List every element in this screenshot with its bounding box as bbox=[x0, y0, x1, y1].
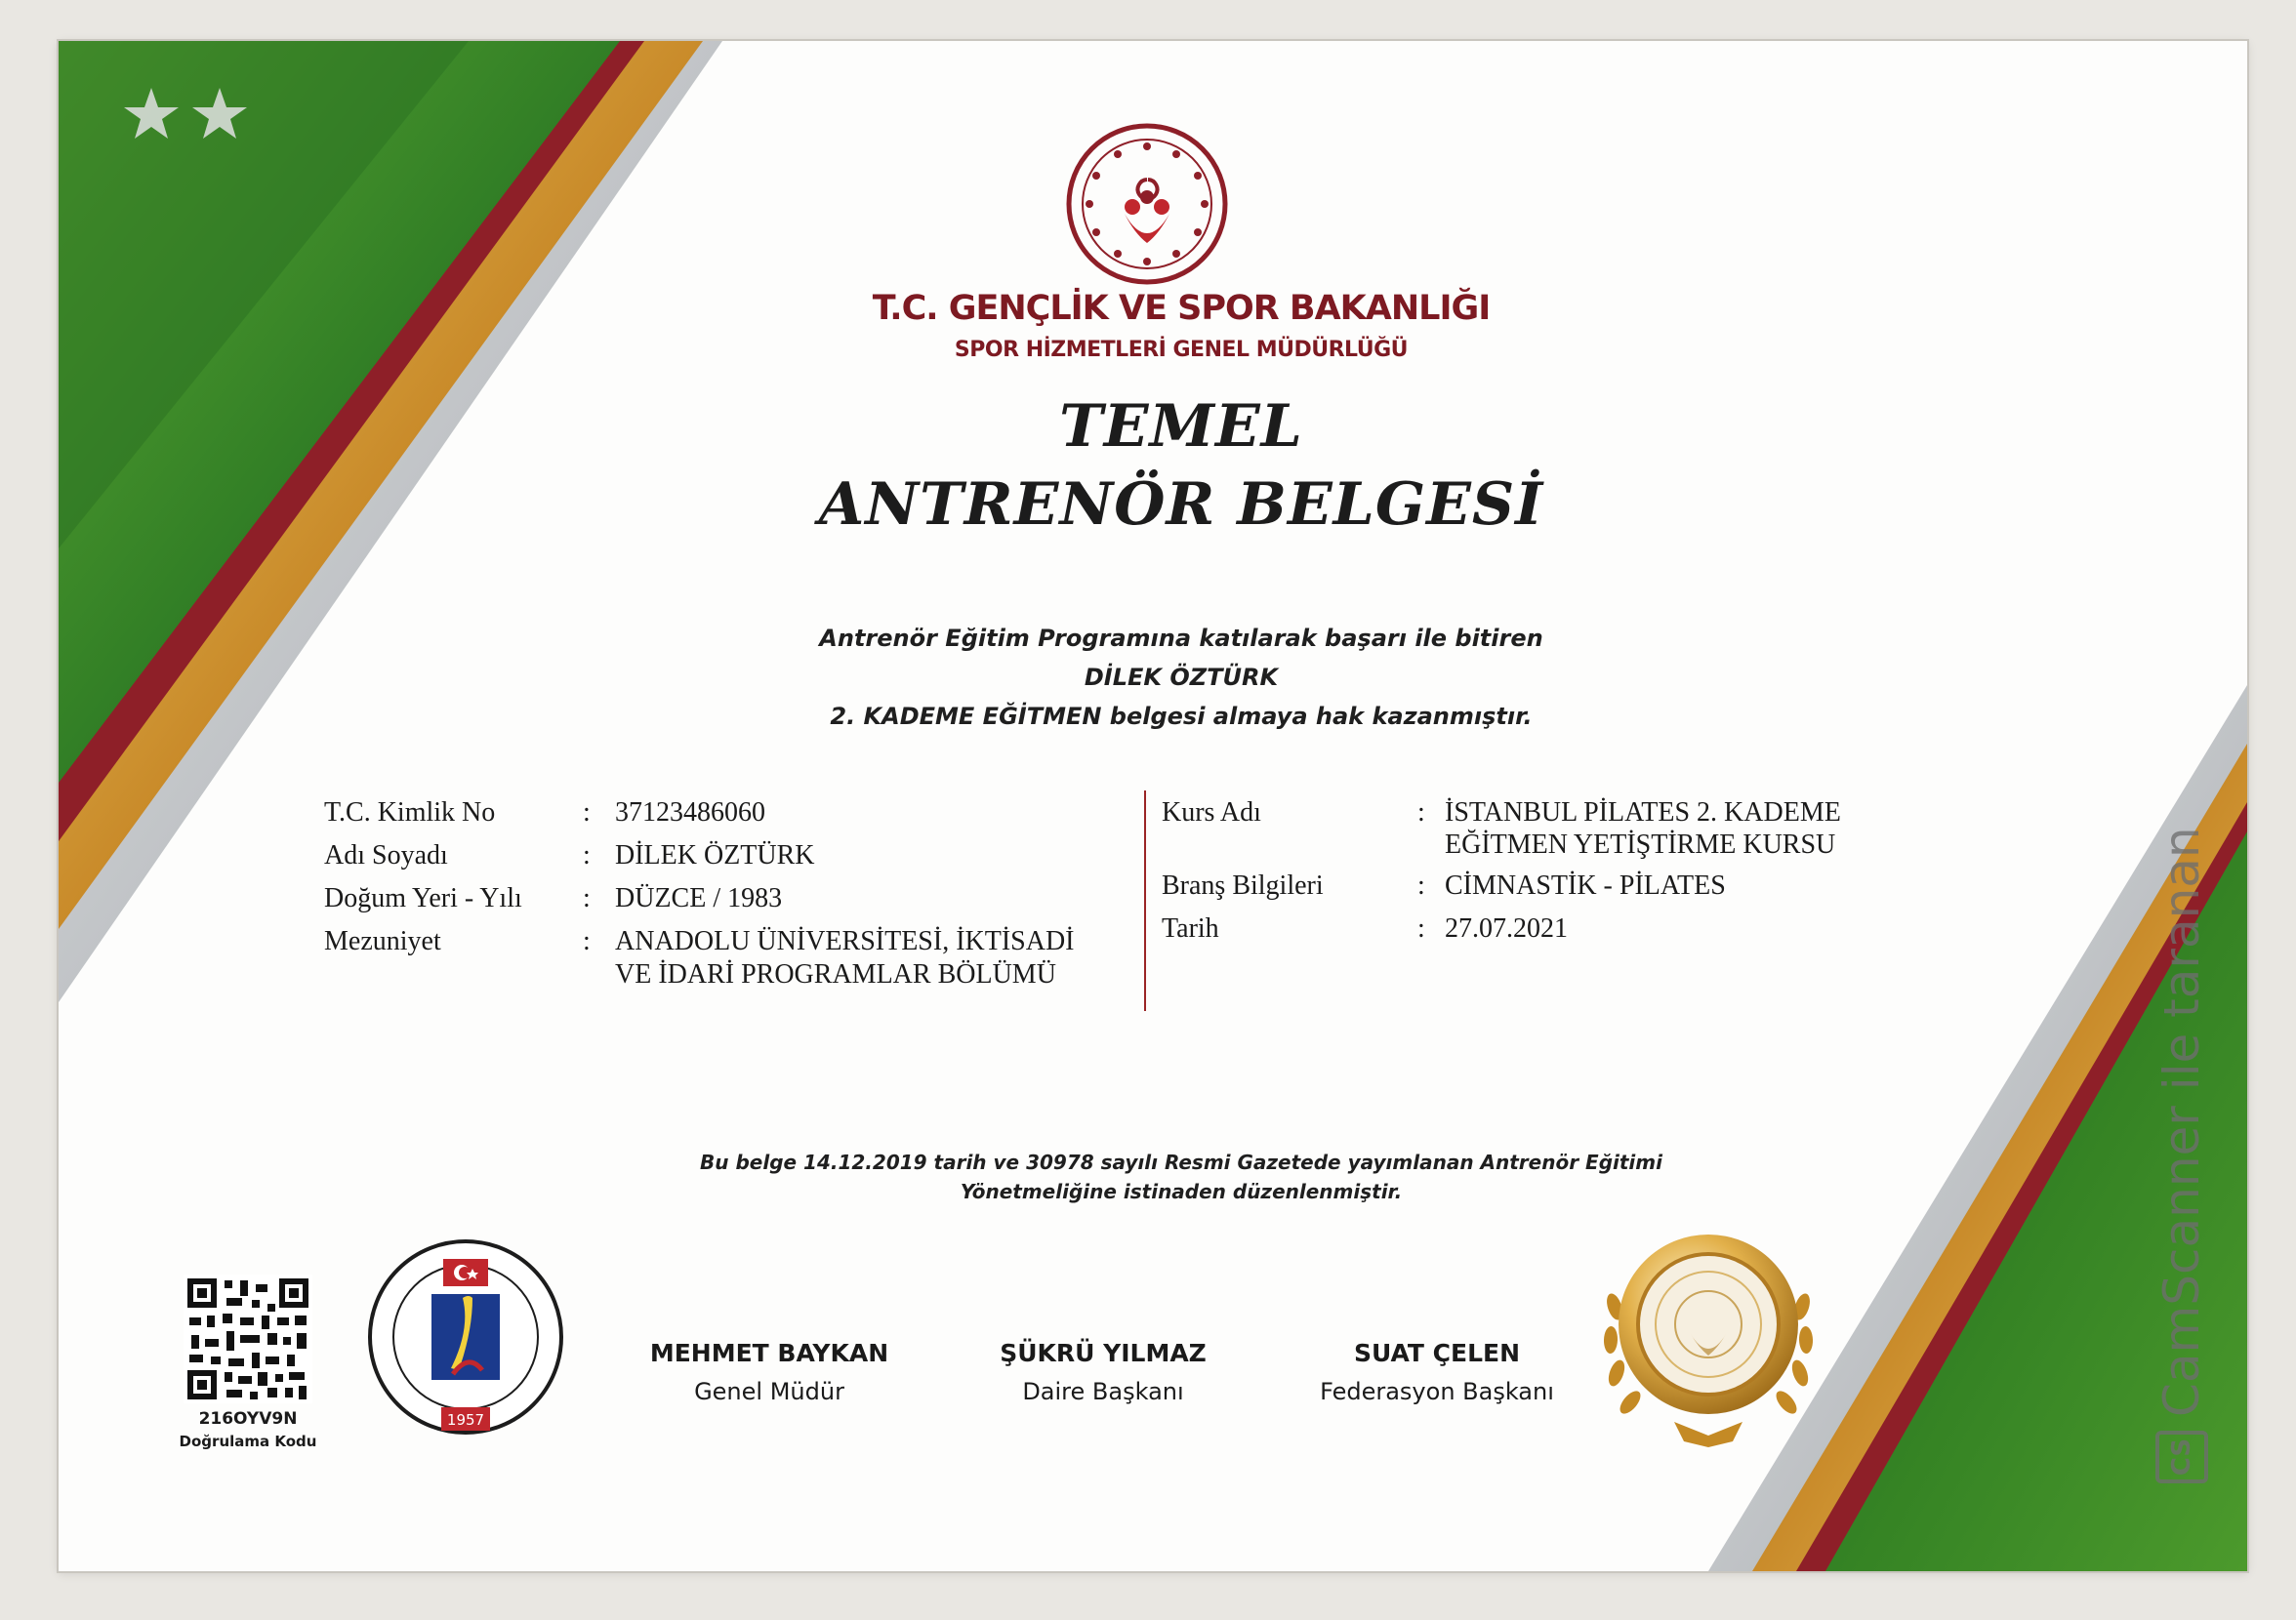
colon: : bbox=[583, 797, 591, 828]
signatory-1-role: Genel Müdür bbox=[694, 1378, 844, 1405]
colon: : bbox=[1417, 913, 1425, 944]
ministry-logo bbox=[1064, 121, 1230, 287]
gymnastics-federation-seal bbox=[363, 1232, 568, 1444]
colon: : bbox=[583, 926, 591, 956]
value-graduation: ANADOLU ÜNİVERSİTESİ, İKTİSADİ bbox=[615, 926, 1075, 956]
verification-code-label: Doğrulama Kodu bbox=[179, 1433, 317, 1450]
intro-line: Antrenör Eğitim Programına katılarak başarı ile bitiren bbox=[819, 625, 1543, 652]
qr-code bbox=[184, 1275, 312, 1403]
certificate-title-line1: TEMEL bbox=[1059, 392, 1303, 461]
signatory-3-role: Federasyon Başkanı bbox=[1320, 1378, 1554, 1405]
label-id-number: T.C. Kimlik No bbox=[324, 797, 496, 828]
label-branch: Branş Bilgileri bbox=[1162, 871, 1324, 901]
colon: : bbox=[583, 883, 591, 913]
signatory-3-name: SUAT ÇELEN bbox=[1353, 1339, 1521, 1367]
signatory-1-name: MEHMET BAYKAN bbox=[649, 1339, 889, 1367]
value-branch: CİMNASTİK - PİLATES bbox=[1445, 871, 1726, 901]
ministry-subtitle: SPOR HİZMETLERİ GENEL MÜDÜRLÜĞÜ bbox=[954, 338, 1409, 362]
value-course-name-line2: EĞİTMEN YETİŞTİRME KURSU bbox=[1445, 830, 1836, 860]
label-full-name: Adı Soyadı bbox=[324, 840, 448, 871]
colon: : bbox=[1417, 797, 1425, 828]
watermark-text: CamScanner ile taranan bbox=[2153, 827, 2210, 1417]
holder-name: DİLEK ÖZTÜRK bbox=[1084, 664, 1279, 691]
value-graduation-line2: VE İDARİ PROGRAMLAR BÖLÜMÜ bbox=[615, 959, 1056, 990]
label-course-name: Kurs Adı bbox=[1162, 797, 1261, 828]
federation-founding-year: 1957 bbox=[446, 1411, 485, 1429]
value-id-number: 37123486060 bbox=[615, 797, 765, 828]
label-date: Tarih bbox=[1162, 913, 1219, 944]
colon: : bbox=[1417, 871, 1425, 901]
signatory-2-name: ŞÜKRÜ YILMAZ bbox=[1000, 1339, 1207, 1367]
value-course-name: İSTANBUL PİLATES 2. KADEME bbox=[1445, 797, 1841, 828]
legal-note-line1: Bu belge 14.12.2019 tarih ve 30978 sayılı Resmi Gazetede yayımlanan Antrenör Eğitimi bbox=[700, 1151, 1662, 1174]
signatory-2-role: Daire Başkanı bbox=[1022, 1378, 1184, 1405]
scanner-watermark bbox=[2148, 781, 2216, 1483]
stars-decoration bbox=[117, 80, 254, 148]
value-full-name: DİLEK ÖZTÜRK bbox=[615, 840, 815, 871]
label-birth-place-year: Doğum Yeri - Yılı bbox=[324, 883, 522, 913]
qualification-line: 2. KADEME EĞİTMEN belgesi almaya hak kazanmıştır. bbox=[830, 703, 1533, 730]
camscanner-logo-icon: CS bbox=[2155, 1431, 2208, 1483]
gold-medallion-seal bbox=[1581, 1207, 1835, 1461]
colon: : bbox=[583, 840, 591, 871]
value-date: 27.07.2021 bbox=[1445, 913, 1568, 944]
certificate bbox=[59, 41, 2247, 1571]
column-divider bbox=[1144, 790, 1146, 1011]
verification-code: 216OYV9N bbox=[198, 1409, 298, 1429]
ministry-name: T.C. GENÇLİK VE SPOR BAKANLIĞI bbox=[872, 289, 1491, 328]
value-birth-place-year: DÜZCE / 1983 bbox=[615, 883, 783, 913]
legal-note-line2: Yönetmeliğine istinaden düzenlenmiştir. bbox=[960, 1180, 1403, 1203]
certificate-title-line2: ANTRENÖR BELGESİ bbox=[818, 470, 1544, 539]
label-graduation: Mezuniyet bbox=[324, 926, 441, 956]
